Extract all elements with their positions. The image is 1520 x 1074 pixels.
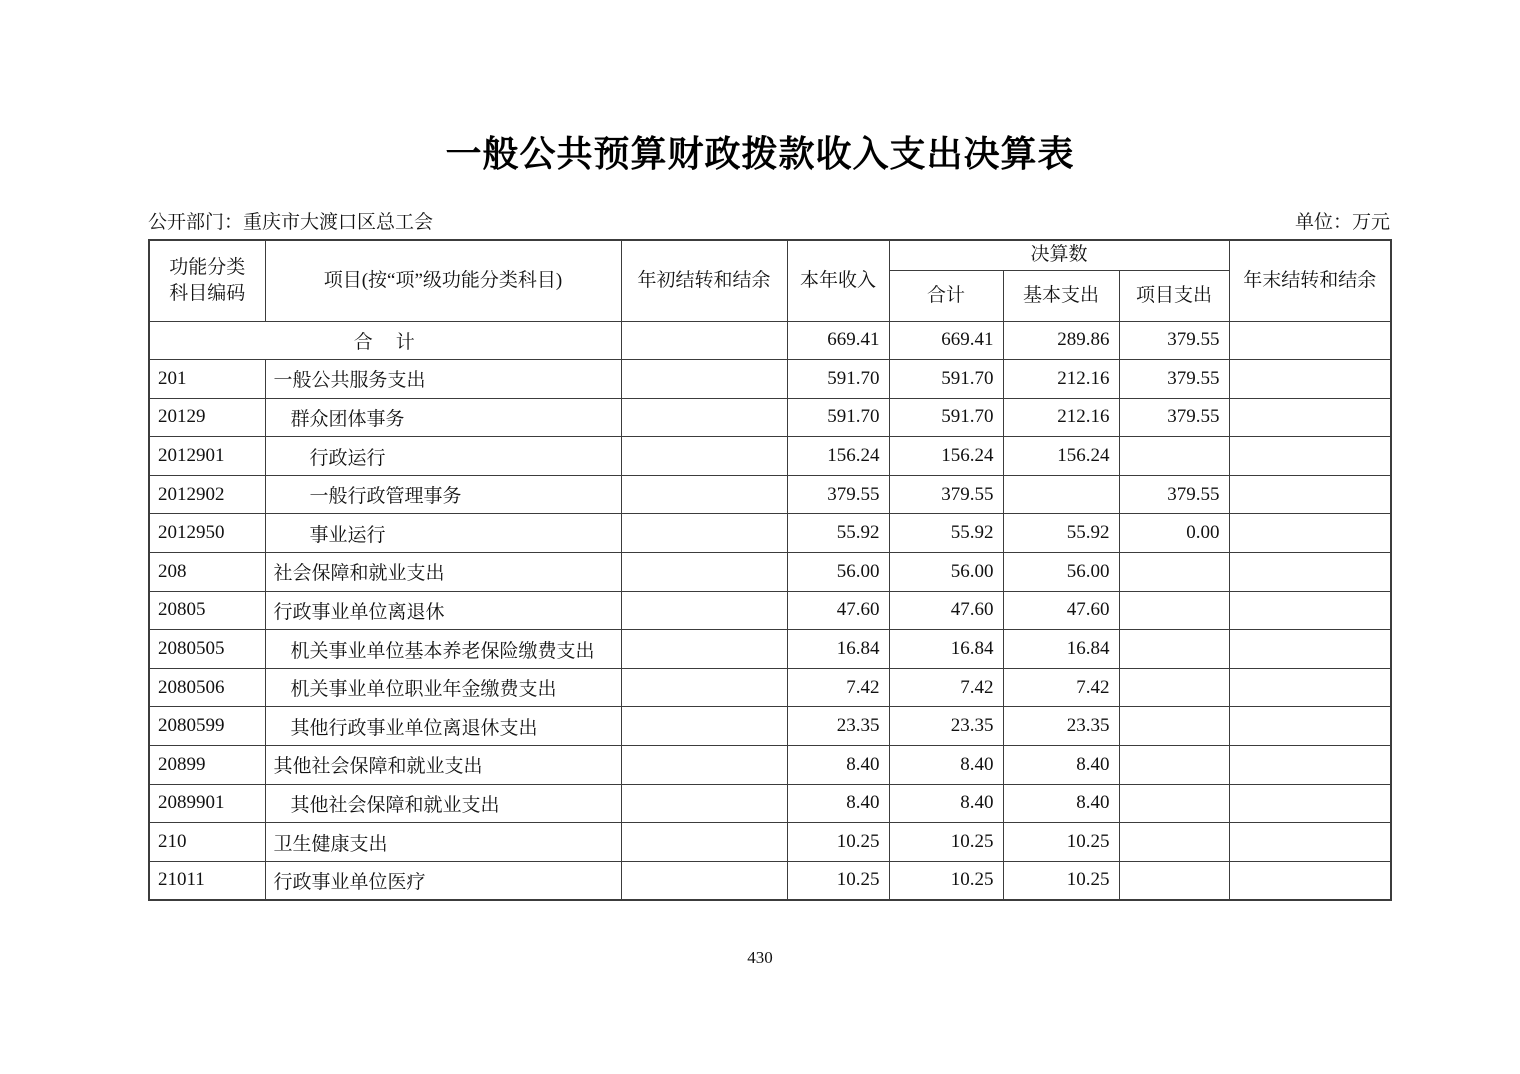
current-income-cell: 47.60: [787, 591, 889, 630]
current-income-cell: 669.41: [787, 321, 889, 360]
item-cell: 社会保障和就业支出: [265, 553, 621, 592]
info-line: [148, 207, 1390, 234]
basic-expenditure-cell: 289.86: [1003, 321, 1119, 360]
ending-balance-cell: [1229, 475, 1391, 514]
table-row: [149, 514, 1391, 553]
beginning-balance-cell: [621, 707, 787, 746]
basic-expenditure-cell: 8.40: [1003, 746, 1119, 785]
beginning-balance-cell: [621, 591, 787, 630]
table-header: [149, 240, 1391, 321]
beginning-balance-cell: [621, 360, 787, 399]
item-cell: 群众团体事务: [265, 398, 621, 437]
project-expenditure-cell: [1119, 437, 1229, 476]
code-cell: 2012902: [149, 475, 265, 514]
current-income-cell: 591.70: [787, 360, 889, 399]
basic-expenditure-cell: 10.25: [1003, 861, 1119, 900]
total-cell: 8.40: [889, 784, 1003, 823]
code-cell: 2080505: [149, 630, 265, 669]
beginning-balance-cell: [621, 668, 787, 707]
current-income-cell: 591.70: [787, 398, 889, 437]
item-cell: 一般公共服务支出: [265, 360, 621, 399]
total-cell: 55.92: [889, 514, 1003, 553]
code-cell: 20129: [149, 398, 265, 437]
ending-balance-cell: [1229, 321, 1391, 360]
ending-balance-cell: [1229, 514, 1391, 553]
ending-balance-cell: [1229, 360, 1391, 399]
unit-label: 单位：万元: [1294, 212, 1390, 233]
current-income-cell: 23.35: [787, 707, 889, 746]
beginning-balance-cell: [621, 514, 787, 553]
current-income-cell: 379.55: [787, 475, 889, 514]
ending-balance-cell: [1229, 861, 1391, 900]
project-expenditure-cell: [1119, 630, 1229, 669]
code-cell: 208: [149, 553, 265, 592]
header-code: [149, 240, 265, 321]
table-row: [149, 746, 1391, 785]
header-code-line1: 功能分类: [169, 257, 246, 279]
total-label-cell: 合 计: [149, 321, 621, 360]
ending-balance-cell: [1229, 630, 1391, 669]
table-row: [149, 591, 1391, 630]
page-number: 430: [747, 948, 773, 967]
total-cell: 669.41: [889, 321, 1003, 360]
ending-balance-cell: [1229, 591, 1391, 630]
beginning-balance-cell: [621, 823, 787, 862]
beginning-balance-cell: [621, 630, 787, 669]
total-cell: 23.35: [889, 707, 1003, 746]
ending-balance-cell: [1229, 668, 1391, 707]
code-cell: 20805: [149, 591, 265, 630]
basic-expenditure-cell: 56.00: [1003, 553, 1119, 592]
header-item: 项目(按“项”级功能分类科目): [265, 240, 621, 321]
table-row: [149, 707, 1391, 746]
total-cell: 591.70: [889, 398, 1003, 437]
table-body: [149, 321, 1391, 900]
header-total: 合计: [889, 270, 1003, 321]
total-cell: 47.60: [889, 591, 1003, 630]
table-row: [149, 360, 1391, 399]
page-title: 一般公共预算财政拨款收入支出决算表: [445, 134, 1075, 174]
basic-expenditure-cell: 16.84: [1003, 630, 1119, 669]
table-row: [149, 823, 1391, 862]
code-cell: 201: [149, 360, 265, 399]
basic-expenditure-cell: 55.92: [1003, 514, 1119, 553]
table-row: [149, 668, 1391, 707]
beginning-balance-cell: [621, 475, 787, 514]
item-cell: 卫生健康支出: [265, 823, 621, 862]
table-row: [149, 630, 1391, 669]
total-cell: 8.40: [889, 746, 1003, 785]
current-income-cell: 7.42: [787, 668, 889, 707]
ending-balance-cell: [1229, 398, 1391, 437]
current-income-cell: 10.25: [787, 861, 889, 900]
ending-balance-cell: [1229, 823, 1391, 862]
item-cell: 行政事业单位医疗: [265, 861, 621, 900]
department-label: 公开部门：重庆市大渡口区总工会: [148, 212, 434, 233]
basic-expenditure-cell: 23.35: [1003, 707, 1119, 746]
beginning-balance-cell: [621, 437, 787, 476]
header-final-accounts-group: 决算数: [889, 240, 1229, 270]
item-cell: 其他社会保障和就业支出: [265, 784, 621, 823]
basic-expenditure-cell: 8.40: [1003, 784, 1119, 823]
code-cell: 2080506: [149, 668, 265, 707]
total-cell: 379.55: [889, 475, 1003, 514]
item-cell: 事业运行: [265, 514, 621, 553]
current-income-cell: 56.00: [787, 553, 889, 592]
current-income-cell: 156.24: [787, 437, 889, 476]
code-cell: 21011: [149, 861, 265, 900]
total-cell: 10.25: [889, 823, 1003, 862]
total-cell: 7.42: [889, 668, 1003, 707]
current-income-cell: 16.84: [787, 630, 889, 669]
code-cell: 2089901: [149, 784, 265, 823]
item-cell: 机关事业单位基本养老保险缴费支出: [265, 630, 621, 669]
basic-expenditure-cell: [1003, 475, 1119, 514]
basic-expenditure-cell: 156.24: [1003, 437, 1119, 476]
table-row: [149, 784, 1391, 823]
project-expenditure-cell: 0.00: [1119, 514, 1229, 553]
header-row-1: [149, 240, 1391, 270]
header-current-year-income: 本年收入: [787, 240, 889, 321]
code-cell: 210: [149, 823, 265, 862]
basic-expenditure-cell: 47.60: [1003, 591, 1119, 630]
current-income-cell: 8.40: [787, 784, 889, 823]
table-row: [149, 398, 1391, 437]
table-row: [149, 437, 1391, 476]
basic-expenditure-cell: 7.42: [1003, 668, 1119, 707]
project-expenditure-cell: [1119, 861, 1229, 900]
item-cell: 机关事业单位职业年金缴费支出: [265, 668, 621, 707]
table-row: [149, 861, 1391, 900]
basic-expenditure-cell: 212.16: [1003, 398, 1119, 437]
header-project-expenditure: 项目支出: [1119, 270, 1229, 321]
project-expenditure-cell: [1119, 784, 1229, 823]
budget-table: [148, 239, 1392, 901]
total-cell: 156.24: [889, 437, 1003, 476]
header-beginning-balance: 年初结转和结余: [621, 240, 787, 321]
beginning-balance-cell: [621, 861, 787, 900]
table-row: [149, 475, 1391, 514]
code-cell: 20899: [149, 746, 265, 785]
ending-balance-cell: [1229, 784, 1391, 823]
item-cell: 行政运行: [265, 437, 621, 476]
ending-balance-cell: [1229, 437, 1391, 476]
item-cell: 其他行政事业单位离退休支出: [265, 707, 621, 746]
item-cell: 行政事业单位离退休: [265, 591, 621, 630]
ending-balance-cell: [1229, 746, 1391, 785]
ending-balance-cell: [1229, 707, 1391, 746]
current-income-cell: 10.25: [787, 823, 889, 862]
project-expenditure-cell: [1119, 668, 1229, 707]
table-row: [149, 553, 1391, 592]
header-ending-balance: 年末结转和结余: [1229, 240, 1391, 321]
item-cell: 一般行政管理事务: [265, 475, 621, 514]
total-cell: 10.25: [889, 861, 1003, 900]
project-expenditure-cell: 379.55: [1119, 475, 1229, 514]
project-expenditure-cell: 379.55: [1119, 321, 1229, 360]
beginning-balance-cell: [621, 746, 787, 785]
header-code-line2: 科目编码: [169, 282, 246, 304]
total-row: [149, 321, 1391, 360]
project-expenditure-cell: 379.55: [1119, 360, 1229, 399]
header-basic-expenditure: 基本支出: [1003, 270, 1119, 321]
basic-expenditure-cell: 212.16: [1003, 360, 1119, 399]
project-expenditure-cell: [1119, 707, 1229, 746]
current-income-cell: 55.92: [787, 514, 889, 553]
project-expenditure-cell: [1119, 746, 1229, 785]
current-income-cell: 8.40: [787, 746, 889, 785]
basic-expenditure-cell: 10.25: [1003, 823, 1119, 862]
code-cell: 2080599: [149, 707, 265, 746]
total-cell: 56.00: [889, 553, 1003, 592]
beginning-balance-cell: [621, 321, 787, 360]
project-expenditure-cell: [1119, 823, 1229, 862]
project-expenditure-cell: [1119, 591, 1229, 630]
beginning-balance-cell: [621, 553, 787, 592]
beginning-balance-cell: [621, 398, 787, 437]
project-expenditure-cell: [1119, 553, 1229, 592]
total-cell: 591.70: [889, 360, 1003, 399]
project-expenditure-cell: 379.55: [1119, 398, 1229, 437]
code-cell: 2012901: [149, 437, 265, 476]
item-cell: 其他社会保障和就业支出: [265, 746, 621, 785]
beginning-balance-cell: [621, 784, 787, 823]
code-cell: 2012950: [149, 514, 265, 553]
ending-balance-cell: [1229, 553, 1391, 592]
total-cell: 16.84: [889, 630, 1003, 669]
